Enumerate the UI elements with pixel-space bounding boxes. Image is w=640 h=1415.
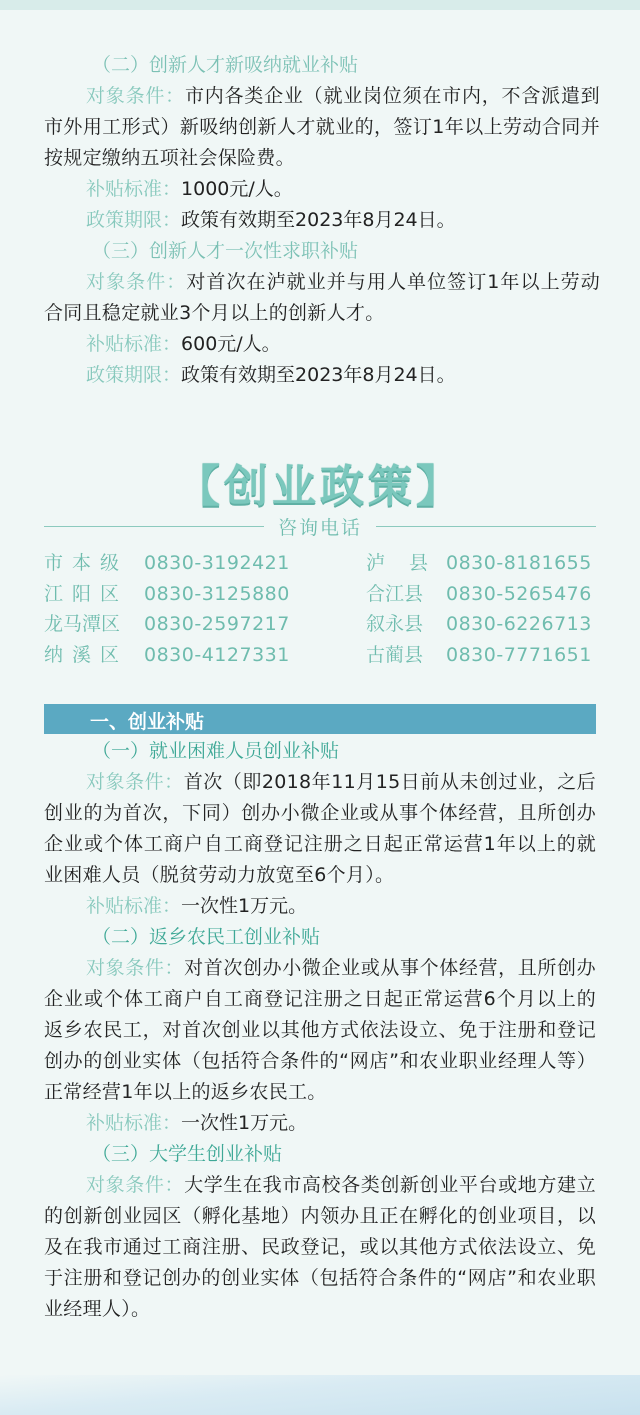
standard-value: 600元/人。 [181,333,281,355]
standard-line [44,891,596,922]
phone-row [44,640,596,671]
section-title: 一、创业补贴 [90,711,205,733]
standard-line [44,1108,596,1139]
district-name: 合江县 [366,582,424,605]
subsection-title: （二）创新人才新吸纳就业补贴 [92,54,359,76]
consult-label: 咨询电话 [278,516,363,539]
phone-row [44,609,596,640]
consult-header [44,512,596,540]
phone-number: 0830-8181655 [446,552,592,574]
condition-paragraph [44,267,600,329]
standard-value: 一次性1万元。 [181,895,308,917]
phone-row [44,579,596,610]
condition-text: 对首次在泸就业并与用人单位签订1年以上劳动合同且稳定就业3个月以上的创新人才。 [44,271,600,324]
condition-label: 对象条件： [86,771,184,793]
phone-number: 0830-7771651 [446,643,592,666]
standard-value: 一次性1万元。 [181,1112,308,1134]
period-label: 政策期限： [86,209,182,231]
condition-paragraph [44,1170,596,1325]
standard-label: 补贴标准： [86,895,182,917]
phone-number: 0830-2597217 [144,613,290,635]
phone-number: 0830-4127331 [144,643,290,666]
lower-section [44,736,596,1325]
subsection-title: （三）大学生创业补贴 [92,1143,283,1165]
period-line [44,205,600,236]
condition-text: 首次（即2018年11月15日前从未创过业，之后创业的为首次，下同）创办小微企业或从事个体经营，且所创办企业或个体工商户自工商登记注册之日起正常运营1年以上的就业困难人员（脱贫劳动力放宽至6个月）。 [44,771,596,886]
district-name: 纳溪区 [44,643,129,666]
district-name: 龙马潭区 [44,613,121,635]
phone-row [44,548,596,579]
period-value: 政策有效期至2023年8月24日。 [181,364,456,386]
district-name: 泸县 [366,552,453,574]
standard-label: 补贴标准： [86,333,182,355]
standard-line [44,329,600,360]
condition-text: 对首次创办小微企业或从事个体经营，且所创办企业或个体工商户自工商登记注册之日起正常运营6个月以上的返乡农民工，对首次创业以其他方式依法设立、免于注册和登记创办的创业实体（包括符合条件的“网店”和农业职业经理人等）正常经营1年以上的返乡农民工。 [44,957,596,1103]
phone-number: 0830-6226713 [446,613,592,635]
condition-label: 对象条件： [86,1174,185,1196]
standard-line [44,174,600,205]
divider-left [44,526,264,527]
condition-paragraph [44,953,596,1108]
period-value: 政策有效期至2023年8月24日。 [181,209,456,231]
standard-label: 补贴标准： [86,1112,182,1134]
condition-label: 对象条件： [86,271,187,293]
divider-right [376,526,596,527]
standard-value: 1000元/人。 [181,178,293,200]
district-name: 叙永县 [366,613,424,635]
subsection-title: （三）创新人才一次性求职补贴 [92,240,359,262]
district-name: 古蔺县 [366,643,424,666]
bottom-wave-band [0,1375,640,1415]
phone-list [44,548,596,670]
condition-label: 对象条件： [86,85,185,107]
subsection-title: （二）返乡农民工创业补贴 [92,926,321,948]
standard-label: 补贴标准： [86,178,182,200]
phone-number: 0830-5265476 [446,582,592,605]
policy-title-wrap [0,450,640,514]
condition-text: 大学生在我市高校各类创新创业平台或地方建立的创新创业园区（孵化基地）内领办且正在孵化的创业项目，以及在我市通过工商注册、民政登记，或以其他方式依法设立、免于注册和登记创办的创业实体（包括符合条件的“网店”和农业职业经理人）。 [44,1174,596,1320]
condition-paragraph [44,81,600,174]
upper-section [44,50,600,391]
district-name: 市本级 [44,552,129,574]
phone-number: 0830-3192421 [144,552,290,574]
condition-text: 市内各类企业（就业岗位须在市内，不含派遣到市外用工形式）新吸纳创新人才就业的，签订1年以上劳动合同并按规定缴纳五项社会保险费。 [44,85,600,169]
condition-paragraph [44,767,596,891]
section-header-bar [44,704,596,734]
top-band [0,0,640,10]
subsection-title: （一）就业困难人员创业补贴 [92,740,340,762]
condition-label: 对象条件： [86,957,185,979]
period-line [44,360,600,391]
phone-number: 0830-3125880 [144,582,290,605]
period-label: 政策期限： [86,364,182,386]
district-name: 江阳区 [44,582,129,605]
policy-title: 【创业政策】 [176,461,464,512]
